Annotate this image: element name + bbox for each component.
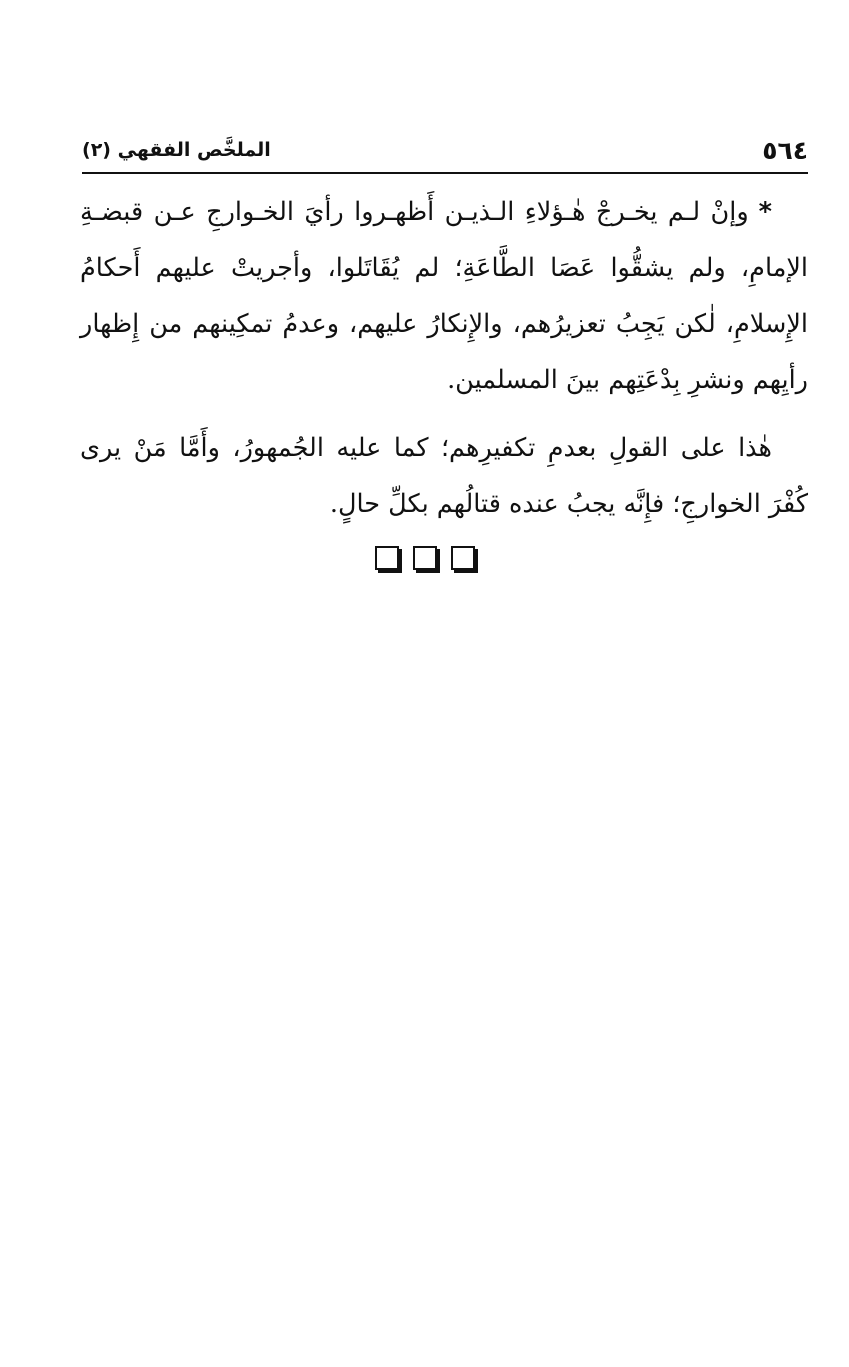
end-box-icon	[375, 546, 399, 570]
paragraph-marker: *	[758, 197, 772, 227]
header-rule	[82, 172, 808, 174]
paragraph-2	[80, 420, 808, 532]
end-box-icon	[451, 546, 475, 570]
running-title: الملخَّص الفقهي (٢)	[82, 139, 271, 161]
paragraph-text: وإنْ لـم يخـرجْ هٰـؤلاءِ الـذيـن أَظهـروا رأيَ الخـوارجِ عـن قبضـةِ الإمامِ، ولم يشقُّوا عَصَا الطَّاعَةِ؛ لم يُقَاتَلوا، وأجريتْ عليهم أَحكامُ الإِسلامِ، لٰكن يَجِبُ تعزيرُهم، والإِنكارُ عليهم، وعدمُ تمكِينهم من إِظهار رأيِهم ونشرِ بِدْعَتِهم بينَ المسلمين.	[80, 197, 808, 395]
page-header	[82, 132, 808, 168]
paragraph-text: هٰذا على القولِ بعدمِ تكفيرِهم؛ كما عليه الجُمهورُ، وأَمَّا مَنْ يرى كُفْرَ الخوارجِ؛ فإِنَّه يجبُ عنده قتالُهم بكلِّ حالٍ.	[80, 433, 808, 519]
end-box-icon	[413, 546, 437, 570]
page-body	[80, 184, 808, 532]
page-number: ٥٦٤	[762, 135, 808, 165]
paragraph-1	[80, 184, 808, 408]
section-end-marks	[0, 546, 849, 570]
